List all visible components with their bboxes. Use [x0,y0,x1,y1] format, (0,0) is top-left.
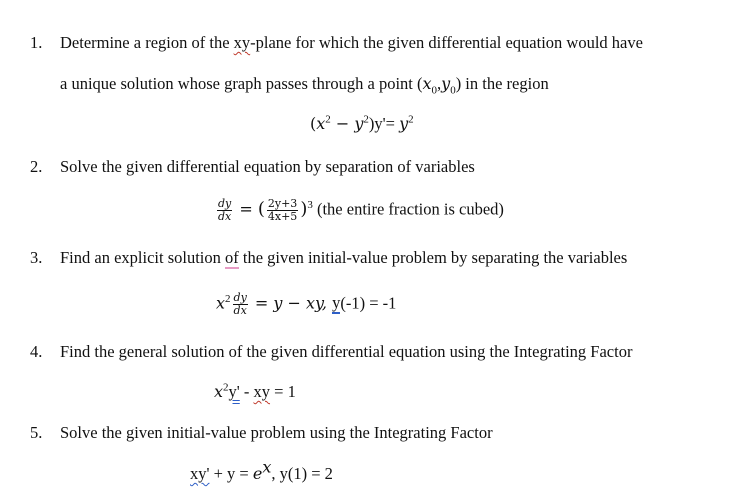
problem-number: 2. [30,157,43,176]
problem-1-line2: a unique solution whose graph passes through a point $(x_0,y_0)$ in the region [60,74,549,97]
problem-number: 3. [30,248,43,267]
derivative-fraction: $\frac{dy}{dx}$ [218,197,232,223]
problem-text: Find an explicit solution of the given initial-value problem by separating the variables [60,248,628,267]
grammar-highlight: of [225,248,239,267]
equation-4: $x^2y'$ - xy = 1 [214,381,296,401]
problem-text: Solve the given differential equation by separation of variables [60,157,475,176]
spellcheck-word: y' [228,382,240,401]
problem-text: Solve the given initial-value problem using the Integrating Factor [60,423,493,442]
problem-text: Find the general solution of the given differential equation using the Integrating Factor [60,342,633,361]
equation-3: $x^2$ $\frac{dy}{dx}$ = y − xy, y(-1) = -1 [216,291,397,317]
spellcheck-word: xy [233,33,251,52]
spellcheck-word: xy' [190,464,210,483]
inner-fraction: $\frac{2y+3}{4x+5}$ [267,197,298,223]
problem-number: 4. [30,342,43,361]
spellcheck-word: xy [253,382,271,401]
problem-text: Determine a region of the xy-plane for which the given differential equation would have [60,33,643,52]
derivative-fraction: $\frac{dy}{dx}$ [233,291,247,317]
equation-2: $\frac{dy}{dx}$ = ( $\frac{2y+3}{4x+5}$ )$^3$ (the entire fraction is cubed) [218,197,504,223]
equation-1: $(x^2 - y^2)y'= y^2$ [310,113,414,133]
problem-number: 1. [30,33,43,52]
problem-number: 5. [30,423,43,442]
spellcheck-word: y [332,293,341,313]
equation-5: $xy' + y = e^x$, y(1) = 2 [190,457,333,483]
